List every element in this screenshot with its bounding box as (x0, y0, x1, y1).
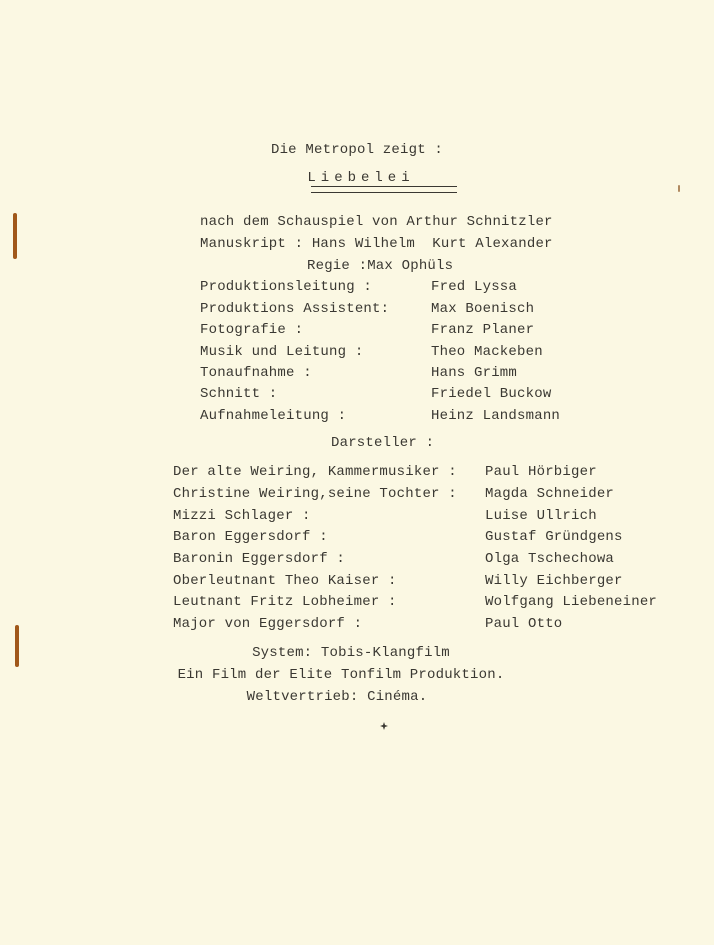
cast-heading: Darsteller : (331, 435, 435, 451)
based-on-line: nach dem Schauspiel von Arthur Schnitzler (200, 214, 553, 230)
script-line: Manuskript : Hans Wilhelm Kurt Alexander (200, 236, 553, 252)
cast-name: Wolfgang Liebeneiner (485, 594, 658, 610)
cast-name: Paul Hörbiger (485, 464, 597, 480)
cast-name: Willy Eichberger (485, 573, 623, 589)
crew-name: Max Boenisch (431, 301, 535, 317)
crew-role: Produktions Assistent: (200, 301, 390, 317)
crew-name: Franz Planer (431, 322, 535, 338)
cast-role: Baron Eggersdorf : (173, 529, 328, 545)
crew-name: Friedel Buckow (431, 386, 552, 402)
crew-role: Tonaufnahme : (200, 365, 312, 381)
cast-role: Leutnant Fritz Lobheimer : (173, 594, 397, 610)
crew-role: Fotografie : (200, 322, 304, 338)
end-mark-icon (380, 722, 388, 730)
system-line: System: Tobis-Klangfilm (252, 645, 450, 661)
cast-name: Magda Schneider (485, 486, 615, 502)
cast-name: Luise Ullrich (485, 508, 597, 524)
crew-role: Produktionsleitung : (200, 279, 373, 295)
cast-role: Oberleutnant Theo Kaiser : (173, 573, 397, 589)
cast-role: Baronin Eggersdorf : (173, 551, 346, 567)
production-line: Ein Film der Elite Tonfilm Produktion. (177, 667, 505, 683)
staple-mark (15, 625, 19, 667)
cast-name: Olga Tschechowa (485, 551, 615, 567)
title-underline (311, 186, 457, 193)
cast-role: Major von Eggersdorf : (173, 616, 363, 632)
cast-role: Der alte Weiring, Kammermusiker : (173, 464, 457, 480)
paper-speck (678, 185, 680, 192)
cast-name: Gustaf Gründgens (485, 529, 623, 545)
crew-role: Schnitt : (200, 386, 278, 402)
crew-name: Theo Mackeben (431, 344, 543, 360)
crew-role: Musik und Leitung : (200, 344, 364, 360)
staple-mark (13, 213, 17, 259)
distribution-line: Weltvertrieb: Cinéma. (246, 689, 428, 705)
crew-name: Heinz Landsmann (431, 408, 561, 424)
cast-role: Mizzi Schlager : (173, 508, 311, 524)
director-line: Regie :Max Ophüls (307, 258, 454, 274)
presenter-line: Die Metropol zeigt : (270, 142, 444, 158)
crew-name: Hans Grimm (431, 365, 518, 381)
cast-role: Christine Weiring,seine Tochter : (173, 486, 457, 502)
cast-name: Paul Otto (485, 616, 563, 632)
crew-role: Aufnahmeleitung : (200, 408, 347, 424)
crew-name: Fred Lyssa (431, 279, 518, 295)
film-title: Liebelei (307, 170, 415, 186)
